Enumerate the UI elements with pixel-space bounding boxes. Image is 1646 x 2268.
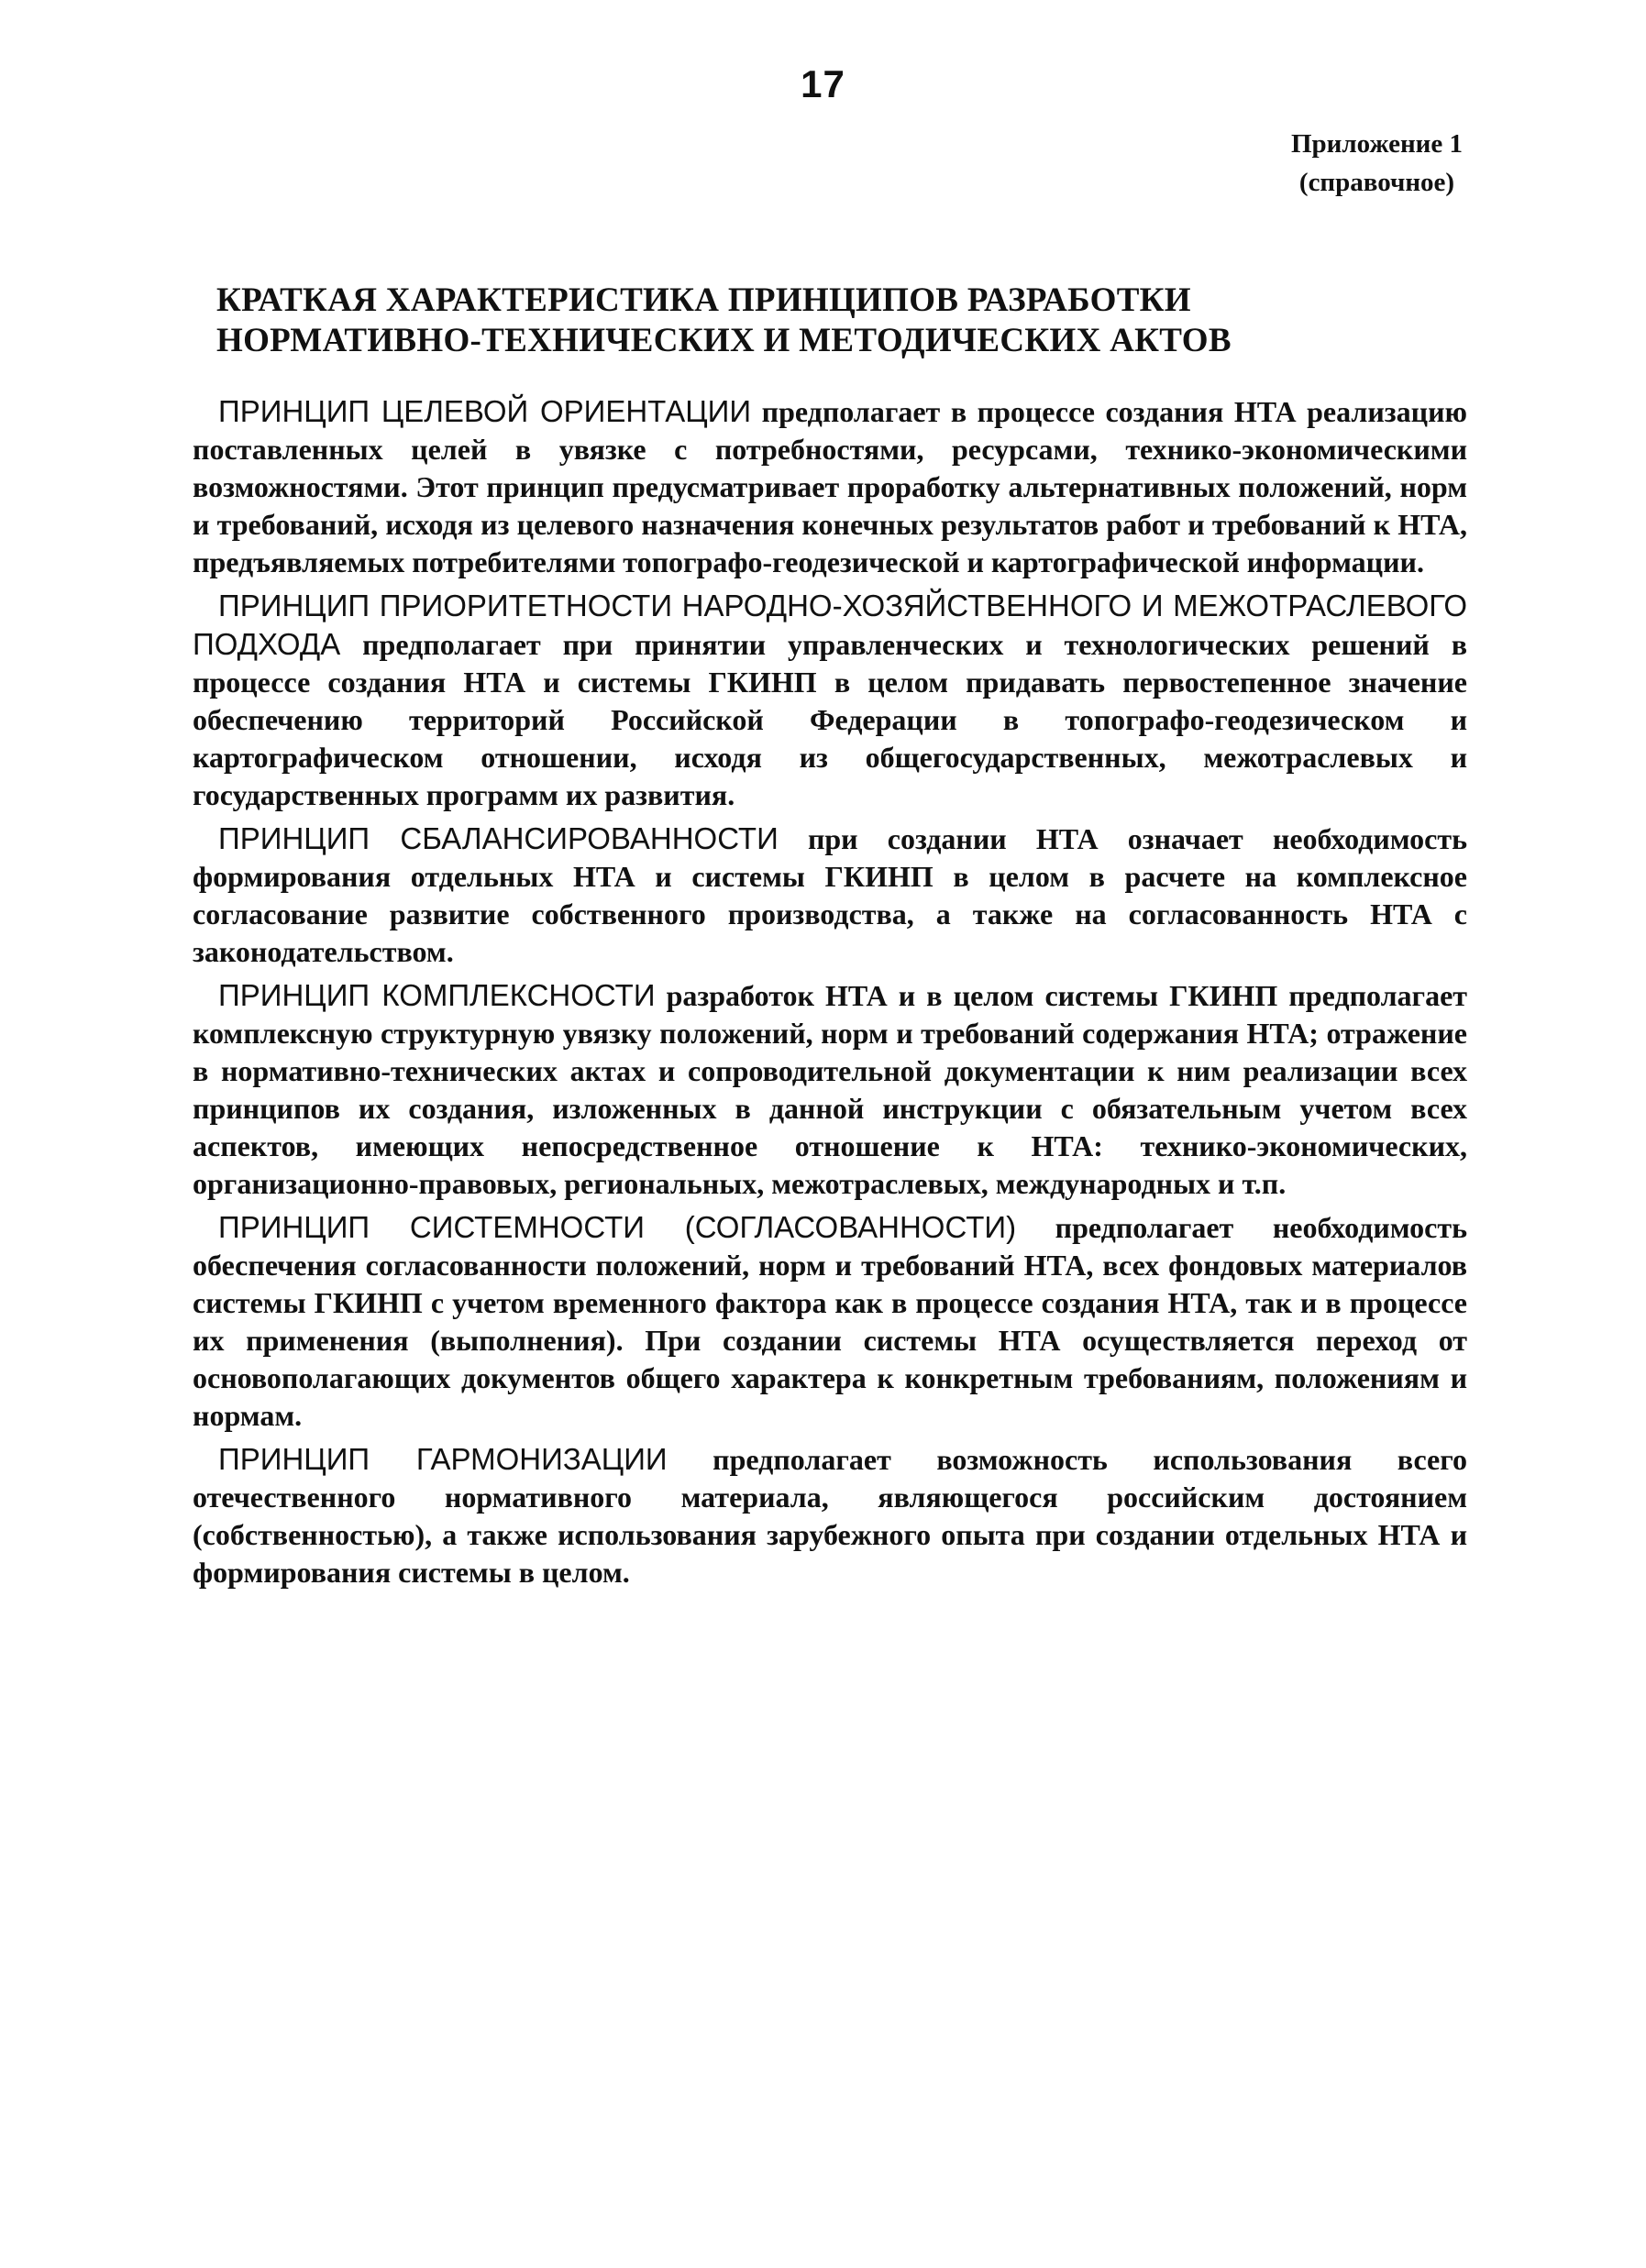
paragraph-target-orientation — [193, 392, 1467, 581]
document-title — [216, 281, 1482, 361]
title-line-1: КРАТКАЯ ХАРАКТЕРИСТИКА ПРИНЦИПОВ РАЗРАБОТКИ — [216, 281, 1191, 319]
principle-term: ПРИНЦИП ПРИОРИТЕТНОСТИ НАРОДНО-ХОЗЯЙСТВЕННОГО И МЕЖОТРАСЛЕВОГО ПОДХОДА — [193, 589, 1467, 661]
principle-term: ПРИНЦИП СБАЛАНСИРОВАННОСТИ — [218, 821, 779, 855]
principle-term: ПРИНЦИП ЦЕЛЕВОЙ ОРИЕНТАЦИИ — [218, 394, 752, 428]
paragraph-balance — [193, 820, 1467, 971]
principle-description: предполагает необходимость обеспечения согласованности положений, норм и требований НТА, всех фондовых материалов системы ГКИНП с учетом временного фактора как в процессе создания НТА, так и в процессе их применения (выполнения). При создании системы НТА осуществляется переход от основополагающих документов общего характера к конкретным требованиям, положениям и нормам. — [193, 1211, 1467, 1432]
principle-term: ПРИНЦИП ГАРМОНИЗАЦИИ — [218, 1442, 668, 1476]
principle-description: предполагает возможность использования всего отечественного нормативного материала, являющегося российским достоянием (собственностью), а также использования зарубежного опыта при создании отдельных НТА и формирования системы в целом. — [193, 1443, 1467, 1589]
principle-description: предполагает при принятии управленческих и технологических решений в процессе создания НТА и системы ГКИНП в целом придавать первостепенное значение обеспечению территорий Российской Федерации в топографо-геодезическом и картографическом отношении, исходя из общегосударственных, межотраслевых и государственных программ их развития. — [193, 628, 1467, 811]
title-line-2: НОРМАТИВНО-ТЕХНИЧЕСКИХ И МЕТОДИЧЕСКИХ АКТОВ — [216, 322, 1232, 359]
principle-description: при создании НТА означает необходимость формирования отдельных НТА и системы ГКИНП в целом в расчете на комплексное согласование развитие собственного производства, а также на согласованность НТА с законодательством. — [193, 822, 1468, 968]
appendix-label — [1291, 125, 1463, 202]
paragraph-complexity — [193, 976, 1467, 1203]
principle-description: разработок НТА и в целом системы ГКИНП предполагает комплексную структурную увязку положений, норм и требований содержания НТА; отражение в нормативно-технических актах и сопроводительной документации к ним реализации всех принципов их создания, изложенных в данной инструкции с обязательным учетом всех аспектов, имеющих непосредственное отношение к НТА: технико-экономических, организационно-правовых, региональных, межотраслевых, международных и т.п. — [193, 979, 1467, 1200]
paragraph-systemness — [193, 1208, 1467, 1435]
principle-term: ПРИНЦИП СИСТЕМНОСТИ (СОГЛАСОВАННОСТИ) — [218, 1210, 1017, 1244]
page-number: 17 — [801, 62, 845, 105]
principle-description: предполагает в процессе создания НТА реализацию поставленных целей в увязке с потребностями, ресурсами, технико-экономическими возможностями. Этот принцип предусматривает проработку альтернативных положений, норм и требований, исходя из целевого назначения конечных результатов работ и требований к НТА, предъявляемых потребителями топографо-геодезической и картографической информации. — [193, 395, 1467, 578]
paragraph-priority — [193, 587, 1467, 814]
appendix-number: Приложение 1 — [1291, 129, 1463, 159]
principle-term: ПРИНЦИП КОМПЛЕКСНОСТИ — [218, 978, 656, 1012]
document-body — [193, 392, 1467, 1597]
appendix-type: (справочное) — [1298, 168, 1455, 197]
paragraph-harmonization — [193, 1440, 1467, 1591]
